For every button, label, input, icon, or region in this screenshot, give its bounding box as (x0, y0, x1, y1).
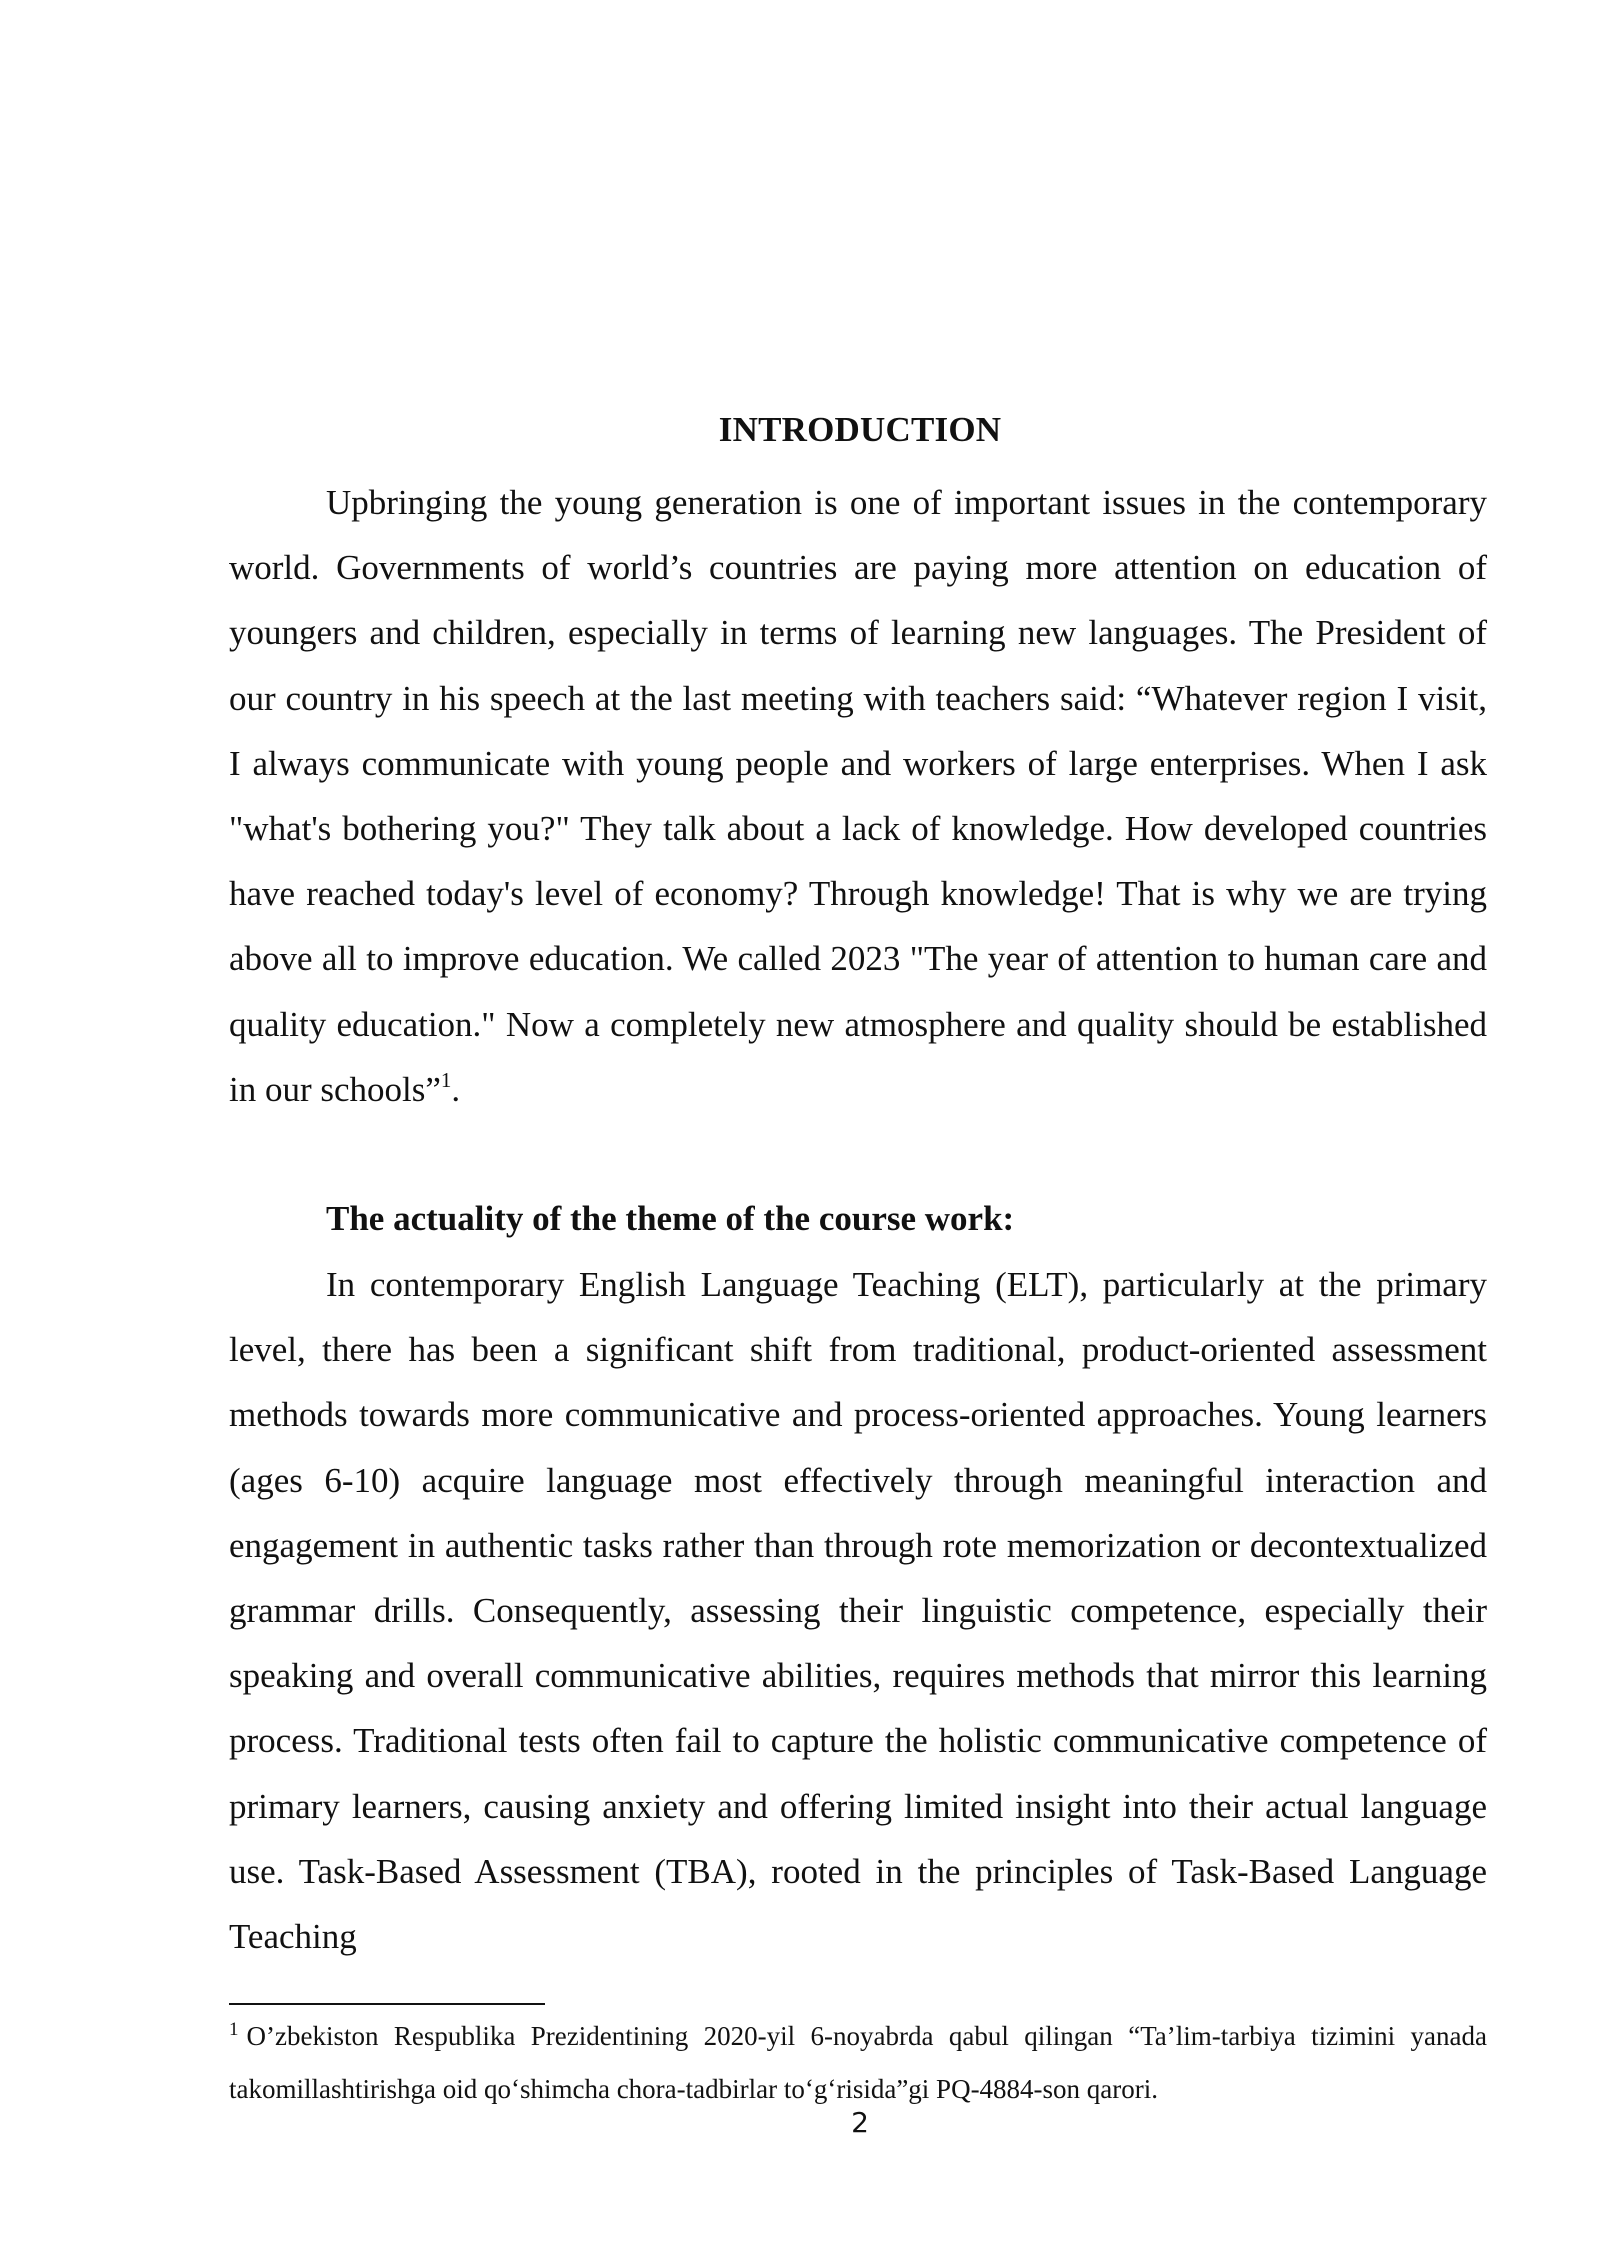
footnote-separator (229, 2003, 545, 2005)
intro-paragraph (229, 470, 1487, 1122)
actuality-paragraph-text: In contemporary English Language Teaching (ELT), particularly at the primary level, there has been a significant shift from traditional, product-oriented assessment methods towards more communicative and process-oriented approaches. Young learners (ages 6-10) acquire language most effectively through meaningful interaction and engagement in authentic tasks rather than through rote memorization or decontextualized grammar drills. Consequently, assessing their linguistic competence, especially their speaking and overall communicative abilities, requires methods that mirror this learning process. Traditional tests often fail to capture the holistic communicative competence of primary learners, causing anxiety and offering limited insight into their actual language use. Task-Based Assessment (TBA), rooted in the principles of Task-Based Language Teaching (229, 1265, 1487, 1957)
intro-paragraph-text: Upbringing the young generation is one of important issues in the contemporary world. Governments of world’s countries are paying more attention on education of youngers and children, especially in terms of learning new languages. The President of our country in his speech at the last meeting with teachers said: “Whatever region I visit, I always communicate with young people and workers of large enterprises. When I ask "what's bothering you?" They talk about a lack of knowledge. How developed countries have reached today's level of economy? Through knowledge! That is why we are trying above all to improve education. We called 2023 "The year of attention to human care and quality education." Now a completely new atmosphere and quality should be established in our schools” (229, 483, 1487, 1109)
footnote (229, 2010, 1487, 2116)
section-subheading: The actuality of the theme of the course work: (326, 1199, 1015, 1238)
page-number: 2 (851, 2106, 869, 2139)
footnote-reference: 1 (440, 1067, 452, 1092)
intro-paragraph-end: . (451, 1069, 461, 1109)
footnote-text: O’zbekiston Respublika Prezidentining 2020-yil 6-noyabrda qabul qilingan “Ta’lim-tarbiya tizimini yanada takomillashtirishga oid qo‘shimcha chora-tadbirlar to‘g‘risida”gi PQ-4884-son qarori. (229, 2021, 1487, 2104)
actuality-paragraph (229, 1252, 1487, 1969)
footnote-number: 1 (229, 2019, 239, 2040)
page-title: INTRODUCTION (718, 410, 1002, 449)
